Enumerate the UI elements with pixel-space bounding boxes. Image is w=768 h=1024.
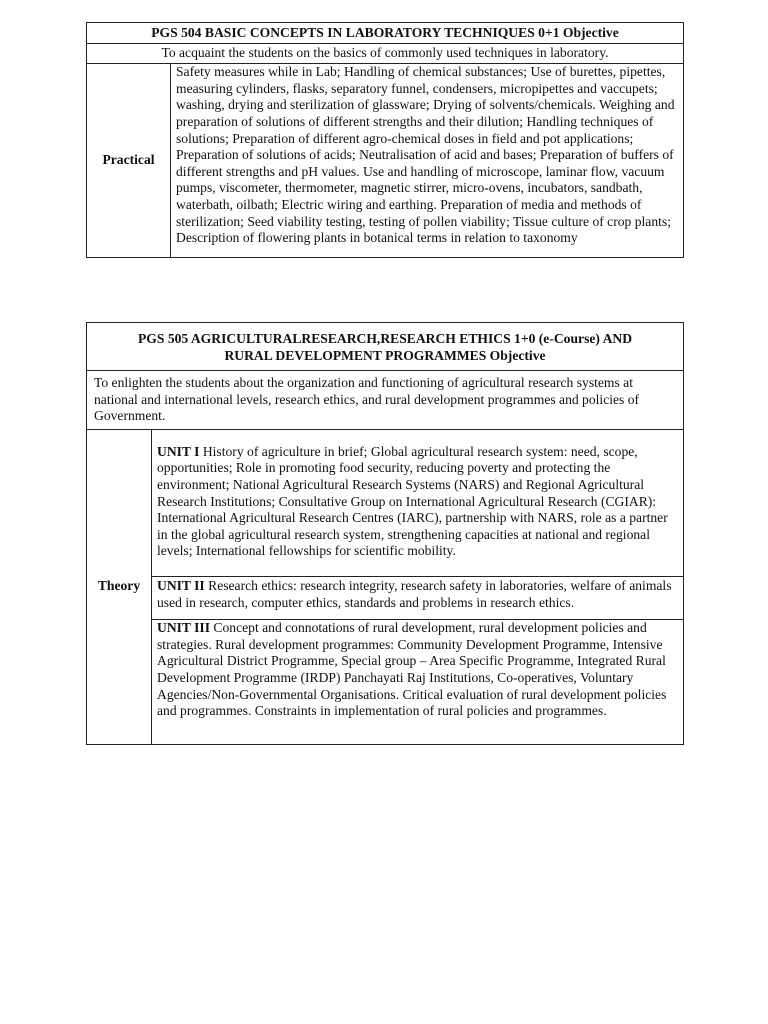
unit-text: Concept and connotations of rural development, rural development policies and strategies. Rural development programmes: Community Development Programme, Intensive Agricultural District Programme, Special group – Area Specific Programme, Integrated Rural Development Programme (IRDP) Panchayati Raj Institutions, Co-operatives, Voluntary Agencies/Non-Governmental Organisations. Critical evaluation of rural development policies and programmes. Constraints in implementation of rural policies and programmes. [157, 620, 667, 719]
unit-text: Research ethics: research integrity, research safety in laboratories, welfare of animals used in research, computer ethics, standards and problems in research ethics. [157, 577, 672, 610]
course-title [87, 323, 684, 371]
course-title-line-2: RURAL DEVELOPMENT PROGRAMMES Objective [224, 348, 546, 363]
unit-heading: UNIT II [157, 577, 205, 593]
unit-text: History of agriculture in brief; Global agricultural research system: need, scope, opportunities; Role in promoting food security, reducing poverty and protecting the environment; National Agricultural Research Systems (NARS) and Regional Agricultural Research Institutions; Consultative Group on International Agricultural Research (CGIAR): International Agricultural Research Centres (IARC), partnership with NARS, role as a partner in the global agricultural research system, strengthening capacities at national and regional levels; International fellowships for scientific mobility. [157, 443, 668, 559]
course-title-line-1: PGS 505 AGRICULTURALRESEARCH,RESEARCH ETHICS 1+0 (e-Course) AND [137, 331, 633, 346]
section-label-theory: Theory [87, 429, 152, 744]
unit-2 [152, 576, 684, 619]
section-label-practical: Practical [87, 64, 171, 258]
unit-3 [152, 620, 684, 745]
practical-content: Safety measures while in Lab; Handling of chemical substances; Use of burettes, pipettes, measuring cylinders, flasks, separatory funnel, condensers, micropipettes and vaccupets; washing, drying and sterilization of glassware; Drying of solvents/chemicals. Weighing and preparation of solutions of different strengths and their dilution; Handling techniques of solutions; Preparation of different agro-chemical doses in field and pot applications; Preparation of solutions of acids; Neutralisation of acid and bases; Preparation of buffers of different strengths and pH values. Use and handling of microscope, laminar flow, vacuum pumps, viscometer, thermometer, magnetic stirrer, micro-ovens, incubators, sandbath, waterbath, oilbath; Electric wiring and earthing. Preparation of media and methods of sterilization; Seed viability testing, testing of pollen viability; Tissue culture of crop plants; Description of flowering plants in botanical terms in relation to taxonomy [171, 64, 684, 258]
unit-1 [152, 429, 684, 576]
course-title: PGS 504 BASIC CONCEPTS IN LABORATORY TECHNIQUES 0+1 Objective [87, 23, 684, 44]
course-objective: To acquaint the students on the basics of commonly used techniques in laboratory. [87, 43, 684, 64]
unit-heading: UNIT I [157, 443, 200, 459]
course-objective: To enlighten the students about the organization and functioning of agricultural research systems at national and international levels, research ethics, and rural development programmes and policies of Government. [87, 371, 684, 430]
unit-heading: UNIT III [157, 620, 211, 636]
course-pgs505-table [86, 322, 684, 745]
course-pgs504-table [86, 22, 684, 258]
